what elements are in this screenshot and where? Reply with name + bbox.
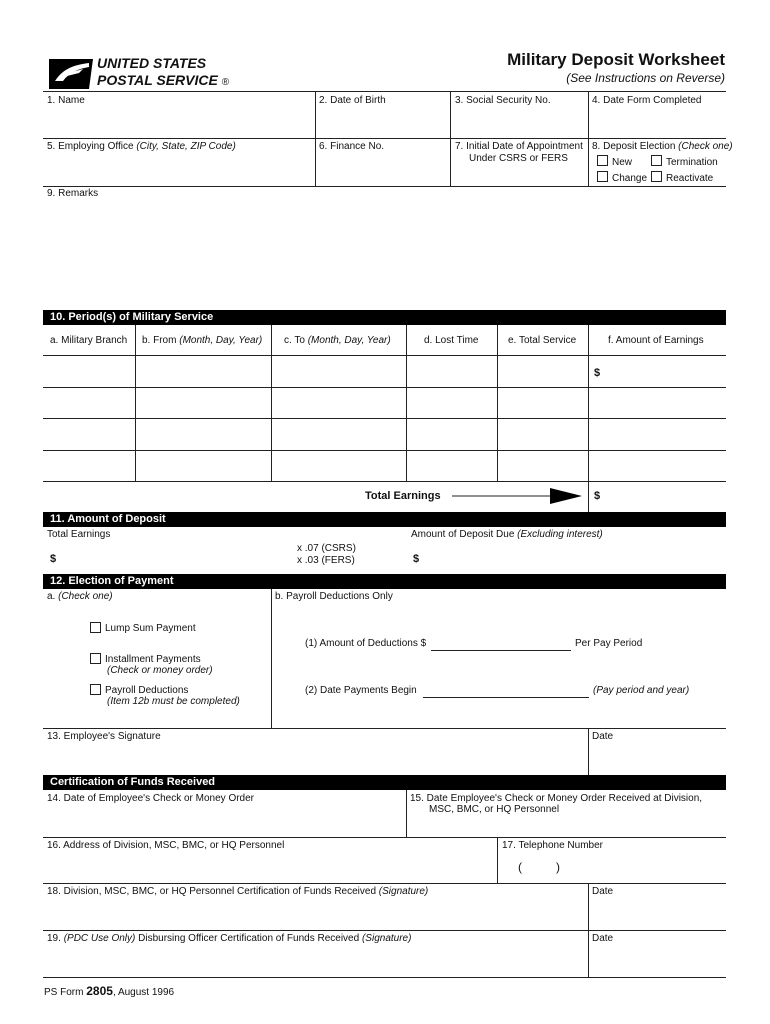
logo-line2-text: POSTAL SERVICE bbox=[97, 72, 218, 88]
per-pay-period-label: Per Pay Period bbox=[575, 638, 643, 649]
disbursing-text: Disbursing Officer Certification of Funds Received bbox=[138, 933, 360, 944]
date-completed-field[interactable]: 4. Date Form Completed bbox=[592, 95, 702, 106]
sec12-b-label: b. Payroll Deductions Only bbox=[275, 591, 393, 602]
col-amount-earnings: f. Amount of Earnings bbox=[608, 335, 704, 346]
usps-logo bbox=[49, 55, 249, 91]
disbursing-officer-signature[interactable] bbox=[47, 933, 411, 945]
rule bbox=[43, 481, 726, 482]
certification-header bbox=[43, 775, 726, 790]
finance-no-field[interactable]: 6. Finance No. bbox=[319, 141, 385, 152]
lump-sum-checkbox[interactable] bbox=[90, 622, 101, 633]
employee-signature-field[interactable]: 13. Employee's Signature bbox=[47, 731, 161, 742]
payments-begin-input[interactable] bbox=[423, 697, 589, 698]
section-11-header bbox=[43, 512, 726, 527]
section-12-header bbox=[43, 574, 726, 589]
rule bbox=[588, 728, 589, 775]
deposit-election-label bbox=[592, 141, 733, 153]
installment-note: (Check or money order) bbox=[107, 665, 213, 676]
employing-office-field[interactable] bbox=[47, 141, 236, 153]
form-num: 2805 bbox=[86, 984, 113, 998]
rule bbox=[406, 790, 407, 837]
received-date-line2: MSC, BMC, or HQ Personnel bbox=[429, 804, 560, 815]
form-number bbox=[44, 984, 174, 1000]
deposit-due-note: (Excluding interest) bbox=[517, 529, 603, 540]
initial-appointment-field[interactable]: 7. Initial Date of Appointment bbox=[455, 141, 583, 152]
termination-label: Termination bbox=[666, 157, 718, 168]
check-date-field[interactable]: 14. Date of Employee's Check or Money Order bbox=[47, 793, 255, 804]
sec11-total-earnings: Total Earnings bbox=[47, 529, 111, 540]
sec12-a-note: (Check one) bbox=[58, 591, 113, 602]
logo-line2 bbox=[97, 72, 229, 91]
logo-line1: UNITED STATES bbox=[97, 55, 207, 71]
telephone-field[interactable]: 17. Telephone Number bbox=[502, 840, 603, 851]
eagle-icon bbox=[49, 55, 93, 89]
col-to-note: (Month, Day, Year) bbox=[307, 335, 391, 346]
col-from-note: (Month, Day, Year) bbox=[179, 335, 263, 346]
deposit-election-note: (Check one) bbox=[678, 141, 733, 152]
new-checkbox[interactable] bbox=[597, 155, 608, 166]
installment-checkbox[interactable] bbox=[90, 653, 101, 664]
change-label: Change bbox=[612, 173, 648, 184]
service-row[interactable] bbox=[44, 356, 726, 387]
rule bbox=[43, 138, 726, 139]
section-11-title: 11. Amount of Deposit bbox=[50, 513, 166, 525]
sec11-dollar-left[interactable]: $ bbox=[50, 553, 57, 565]
col-military-branch: a. Military Branch bbox=[50, 335, 128, 346]
payroll-checkbox[interactable] bbox=[90, 684, 101, 695]
deductions-amount-label: (1) Amount of Deductions $ bbox=[305, 638, 427, 649]
sec12-a-label bbox=[47, 591, 113, 603]
service-row[interactable] bbox=[44, 451, 726, 481]
payroll-note: (Item 12b must be completed) bbox=[107, 696, 240, 707]
lump-sum-label: Lump Sum Payment bbox=[105, 623, 196, 634]
dob-field[interactable]: 2. Date of Birth bbox=[319, 95, 386, 106]
ssn-field[interactable]: 3. Social Security No. bbox=[455, 95, 551, 106]
certification-title: Certification of Funds Received bbox=[50, 776, 216, 788]
disbursing-note2: (Signature) bbox=[361, 933, 412, 944]
section-10-title: 10. Period(s) of Military Service bbox=[50, 311, 214, 323]
reactivate-label: Reactivate bbox=[666, 173, 714, 184]
employee-signature-date[interactable]: Date bbox=[592, 731, 614, 742]
rule bbox=[43, 930, 726, 931]
col-lost-time: d. Lost Time bbox=[424, 335, 479, 346]
rule bbox=[43, 186, 726, 187]
address-field[interactable]: 16. Address of Division, MSC, BMC, or HQ Personnel bbox=[47, 840, 285, 851]
form-date: , August 1996 bbox=[112, 987, 175, 998]
col-from bbox=[142, 335, 262, 347]
disbursing-num: 19. bbox=[47, 933, 61, 944]
sec11-dollar-right[interactable]: $ bbox=[413, 553, 420, 565]
installment-label: Installment Payments bbox=[105, 654, 201, 665]
received-date-field[interactable]: 15. Date Employee's Check or Money Order Received at Division, bbox=[410, 793, 703, 804]
arrow-right-icon bbox=[452, 487, 584, 505]
form-title: Military Deposit Worksheet bbox=[507, 50, 725, 69]
funds-cert-signature[interactable] bbox=[47, 886, 428, 898]
deductions-amount-input[interactable] bbox=[431, 650, 571, 651]
col-to-text: c. To bbox=[284, 335, 305, 346]
funds-cert-date[interactable]: Date bbox=[592, 886, 614, 897]
total-earnings-label: Total Earnings bbox=[365, 490, 441, 502]
reactivate-checkbox[interactable] bbox=[651, 171, 662, 182]
form-subtitle: (See Instructions on Reverse) bbox=[566, 71, 725, 85]
employing-office-note: (City, State, ZIP Code) bbox=[136, 141, 236, 152]
payments-begin-label: (2) Date Payments Begin bbox=[305, 685, 417, 696]
total-earnings-dollar[interactable]: $ bbox=[594, 490, 601, 502]
col-total-service: e. Total Service bbox=[508, 335, 577, 346]
employing-office-label: 5. Employing Office bbox=[47, 141, 134, 152]
service-row[interactable] bbox=[44, 419, 726, 450]
mult-csrs: x .07 (CSRS) bbox=[297, 543, 356, 554]
form-prefix: PS Form bbox=[44, 987, 84, 998]
remarks-field[interactable]: 9. Remarks bbox=[47, 188, 99, 199]
funds-cert-note: (Signature) bbox=[378, 886, 429, 897]
section-10-header bbox=[43, 310, 726, 325]
name-field[interactable]: 1. Name bbox=[47, 95, 85, 106]
service-row[interactable] bbox=[44, 388, 726, 418]
disbursing-note1: (PDC Use Only) bbox=[63, 933, 136, 944]
disbursing-date[interactable]: Date bbox=[592, 933, 614, 944]
new-label: New bbox=[612, 157, 633, 168]
rule bbox=[43, 883, 726, 884]
rule bbox=[43, 91, 726, 92]
area-code-open: ( bbox=[518, 860, 522, 874]
deposit-election-text: 8. Deposit Election bbox=[592, 141, 676, 152]
rule bbox=[43, 977, 726, 978]
area-code-close: ) bbox=[556, 860, 560, 874]
rule bbox=[497, 837, 498, 883]
registered-mark: ® bbox=[221, 77, 230, 88]
deposit-due-text: Amount of Deposit Due bbox=[411, 529, 515, 540]
col-from-text: b. From bbox=[142, 335, 177, 346]
payroll-label: Payroll Deductions bbox=[105, 685, 189, 696]
mult-fers: x .03 (FERS) bbox=[297, 555, 355, 566]
termination-checkbox[interactable] bbox=[651, 155, 662, 166]
funds-cert-text: 18. Division, MSC, BMC, or HQ Personnel Certification of Funds Received bbox=[47, 886, 377, 897]
rule bbox=[271, 589, 272, 728]
col-to bbox=[284, 335, 391, 347]
rule bbox=[43, 837, 726, 838]
initial-appointment-line2: Under CSRS or FERS bbox=[469, 153, 568, 164]
pay-period-note: (Pay period and year) bbox=[593, 685, 690, 696]
rule bbox=[43, 728, 726, 729]
section-12-title: 12. Election of Payment bbox=[50, 575, 174, 587]
sec12-a-text: a. bbox=[47, 591, 56, 602]
earnings-dollar: $ bbox=[594, 367, 601, 379]
change-checkbox[interactable] bbox=[597, 171, 608, 182]
deposit-due-label bbox=[411, 529, 603, 541]
